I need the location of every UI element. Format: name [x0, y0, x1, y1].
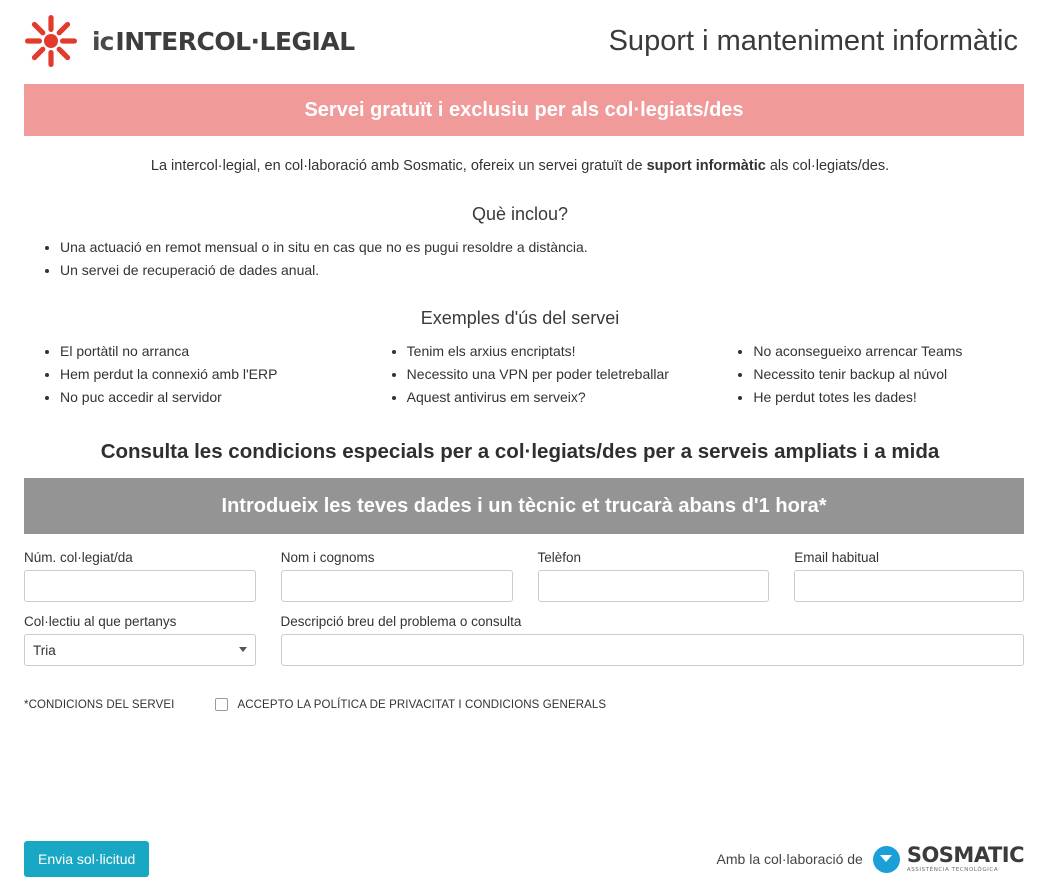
collectiu-label: Col·lectiu al que pertanys — [24, 614, 177, 629]
nom-input[interactable] — [281, 570, 513, 602]
privacy-consent[interactable] — [215, 698, 606, 711]
collectiu-select[interactable] — [24, 634, 256, 666]
form-row-2 — [24, 614, 1024, 666]
free-service-banner: Servei gratuït i exclusiu per als col·legiats/des — [24, 84, 1024, 136]
exemples-column-1 — [0, 343, 347, 412]
intro-part2: als col·legiats/des. — [765, 158, 890, 174]
page-title: Suport i manteniment informàtic — [608, 24, 1018, 57]
list-item: • Aquest antivirus em serveix? — [407, 389, 694, 405]
list-item: • Hem perdut la connexió amb l'ERP — [60, 366, 347, 382]
que-inclou-list — [0, 239, 1040, 278]
field-num-collegiat — [24, 550, 256, 602]
intro-paragraph — [24, 158, 1016, 174]
list-item: • Necessito una VPN per poder teletreballar — [407, 366, 694, 382]
descripcio-label: Descripció breu del problema o consulta — [280, 614, 522, 629]
descripcio-input[interactable] — [281, 634, 1024, 666]
num-collegiat-label: Núm. col·legiat/da — [24, 550, 133, 565]
telefon-label: Telèfon — [537, 550, 582, 565]
submit-request-button[interactable]: Envia sol·licitud — [24, 841, 149, 877]
partner-name: SOSMATIC — [906, 842, 1024, 867]
list-item: • No puc accedir al servidor — [60, 389, 347, 405]
list-item: • Una actuació en remot mensual o in situ en cas que no es pugui resoldre a distància. — [60, 239, 1040, 255]
num-collegiat-input[interactable] — [24, 570, 256, 602]
telefon-input[interactable] — [538, 570, 770, 602]
page-header — [0, 0, 1040, 76]
que-inclou-title: Què inclou? — [471, 204, 569, 224]
list-item: • Tenim els arxius encriptats! — [407, 343, 694, 359]
nom-label: Nom i cognoms — [280, 550, 375, 565]
exemples-column-2 — [347, 343, 694, 412]
service-conditions-link[interactable]: *CONDICIONS DEL SERVEI — [24, 698, 175, 711]
privacy-checkbox[interactable] — [215, 698, 228, 711]
brand[interactable] — [24, 14, 355, 68]
form-row-1 — [24, 550, 1024, 602]
intro-part1: La intercol·legial, en col·laboració amb Sosmatic, ofereix un servei gratuït de — [150, 158, 647, 174]
list-item: • No aconsegueixo arrencar Teams — [753, 343, 1040, 359]
list-item: • Necessito tenir backup al núvol — [753, 366, 1040, 382]
list-item: • He perdut totes les dades! — [753, 389, 1040, 405]
page-footer — [0, 828, 1040, 890]
exemples-column-3 — [693, 343, 1040, 412]
email-label: Email habitual — [794, 550, 880, 565]
privacy-checkbox-label: ACCEPTO LA POLÍTICA DE PRIVACITAT I CONDICIONS GENERALS — [237, 698, 607, 711]
list-item: • Un servei de recuperació de dades anual. — [60, 262, 1040, 278]
exemples-title: Exemples d'ús del servei — [420, 308, 620, 328]
contact-form — [0, 550, 1040, 666]
sosmatic-chevron-icon — [873, 846, 900, 873]
asterisk-star-logo-icon — [24, 14, 78, 68]
brand-wordmark — [92, 27, 355, 56]
sosmatic-logo — [873, 842, 1024, 874]
field-telefon — [538, 550, 770, 602]
brand-name: INTERCOL·LEGIAL — [115, 26, 355, 56]
partner-tagline: ASSISTÈNCIA TECNOLÒGICA — [906, 866, 999, 873]
exemples-columns — [0, 343, 1040, 412]
field-nom — [281, 550, 513, 602]
brand-prefix: ic — [92, 26, 114, 56]
intro-bold: suport informàtic — [646, 158, 766, 174]
email-input[interactable] — [794, 570, 1024, 602]
conditions-row — [0, 698, 1040, 711]
collaboration-text: Amb la col·laboració de — [716, 851, 863, 867]
field-descripcio — [281, 614, 1024, 666]
form-banner: Introdueix les teves dades i un tècnic et trucarà abans d'1 hora* — [24, 478, 1024, 534]
field-email — [794, 550, 1024, 602]
field-collectiu — [24, 614, 256, 666]
special-conditions-heading: Consulta les condicions especials per a col·legiats/des per a serveis ampliats i a mida — [100, 440, 940, 463]
collaboration-block — [716, 842, 1024, 874]
sosmatic-wordmark — [906, 842, 1024, 874]
list-item: • El portàtil no arranca — [60, 343, 347, 359]
